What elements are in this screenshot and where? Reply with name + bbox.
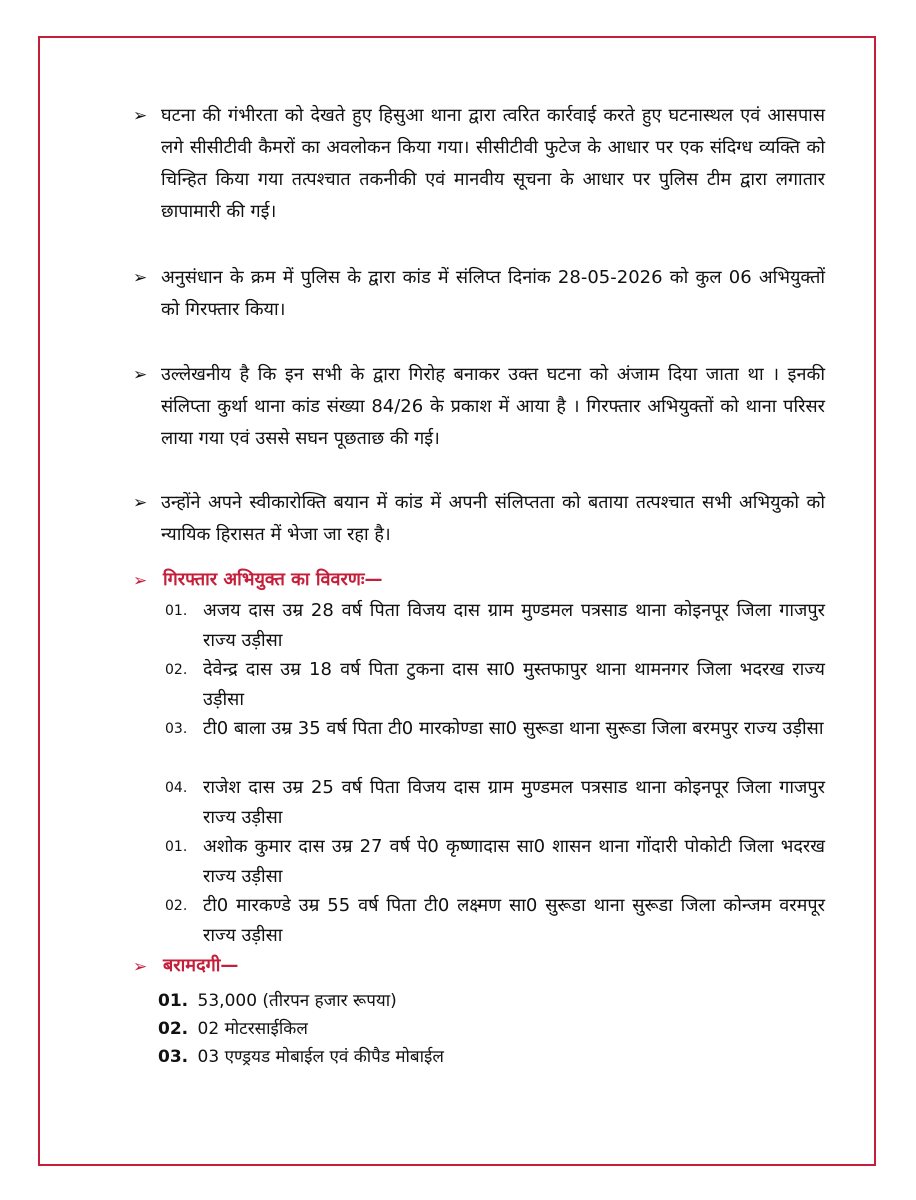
recovery-item: 01. 53,000 (तीरपन हजार रूपया) (158, 991, 397, 1011)
arrow-bullet-icon: ➢ (133, 571, 148, 591)
paragraph-1 (133, 100, 825, 228)
recovery-item: 02. 02 मोटरसाईकिल (158, 1019, 308, 1039)
accused-heading: ➢ गिरफ्तार अभियुक्त का विवरणः— (133, 565, 383, 595)
arrow-bullet-icon: ➢ (133, 957, 148, 977)
accused-item: 04. राजेश दास उम्र 25 वर्ष पिता विजय दास ग्राम मुण्डमल पत्रसाड थाना कोइनपूर जिला गाजपुर राज्य उड़ीसा (165, 777, 825, 828)
paragraph-2 (133, 262, 825, 326)
paragraph-text: उल्लेखनीय है कि इन सभी के द्वारा गिरोह बनाकर उक्त घटना को अंजाम दिया जाता था । इनकी संलिप्ता कुर्था थाना कांड संख्या 84/26 के प्रकाश में आया है । गिरफ्तार अभियुक्तों को थाना परिसर लाया गया एवं उससे सघन पूछताछ की गई। (161, 364, 825, 449)
accused-item: 01. अशोक कुमार दास उम्र 27 वर्ष पे0 कृष्णादास सा0 शासन थाना गोंदारी पोकोटी जिला भदरख राज्य उड़ीसा (165, 836, 825, 887)
arrow-bullet-icon: ➢ (133, 268, 148, 288)
arrow-bullet-icon: ➢ (133, 493, 148, 513)
paragraph-3 (133, 359, 825, 455)
accused-item: 01. अजय दास उम्र 28 वर्ष पिता विजय दास ग्राम मुण्डमल पत्रसाड थाना कोइनपूर जिला गाजपुर राज्य उड़ीसा (165, 600, 825, 651)
paragraph-text: घटना की गंभीरता को देखते हुए हिसुआ थाना द्वारा त्वरित कार्रवाई करते हुए घटनास्थल एवं आसपास लगे सीसीटीवी कैमरों का अवलोकन किया गया। सीसीटीवी फुटेज के आधार पर एक संदिग्ध व्यक्ति को चिन्हित किया गया तत्पश्चात तकनीकी एवं मानवीय सूचना के आधार पर पुलिस टीम द्वारा लगातार छापामारी की गई। (161, 105, 825, 222)
arrow-bullet-icon: ➢ (133, 106, 148, 126)
paragraph-text: उन्होंने अपने स्वीकारोक्ति बयान में कांड में अपनी संलिप्तता को बताया तत्पश्चात सभी अभियुको को न्यायिक हिरासत में भेजा जा रहा है। (161, 492, 825, 545)
arrow-bullet-icon: ➢ (133, 365, 148, 385)
paragraph-text: अनुसंधान के क्रम में पुलिस के द्वारा कांड में संलिप्त दिनांक 28-05-2026 को कुल 06 अभियुक्तों को गिरफ्तार किया। (161, 267, 825, 320)
paragraph-4 (133, 487, 825, 551)
recovery-item: 03. 03 एण्ड्रयड मोबाईल एवं कीपैड मोबाईल (158, 1047, 444, 1067)
accused-item: 02. टी0 मारकण्डे उम्र 55 वर्ष पिता टी0 लक्ष्मण सा0 सुरूडा थाना सुरूडा जिला कोन्जम वरमपूर राज्य उड़ीसा (165, 895, 825, 946)
accused-item: 02. देवेन्द्र दास उम्र 18 वर्ष पिता टुकना दास सा0 मुस्तफापुर थाना थामनगर जिला भदरख राज्य उड़ीसा (165, 659, 825, 710)
recovery-heading: ➢ बरामदगी— (133, 951, 238, 981)
accused-item: 03. टी0 बाला उम्र 35 वर्ष पिता टी0 मारकोण्डा सा0 सुरूडा थाना सुरूडा जिला बरमपुर राज्य उड़ीसा (165, 718, 824, 739)
